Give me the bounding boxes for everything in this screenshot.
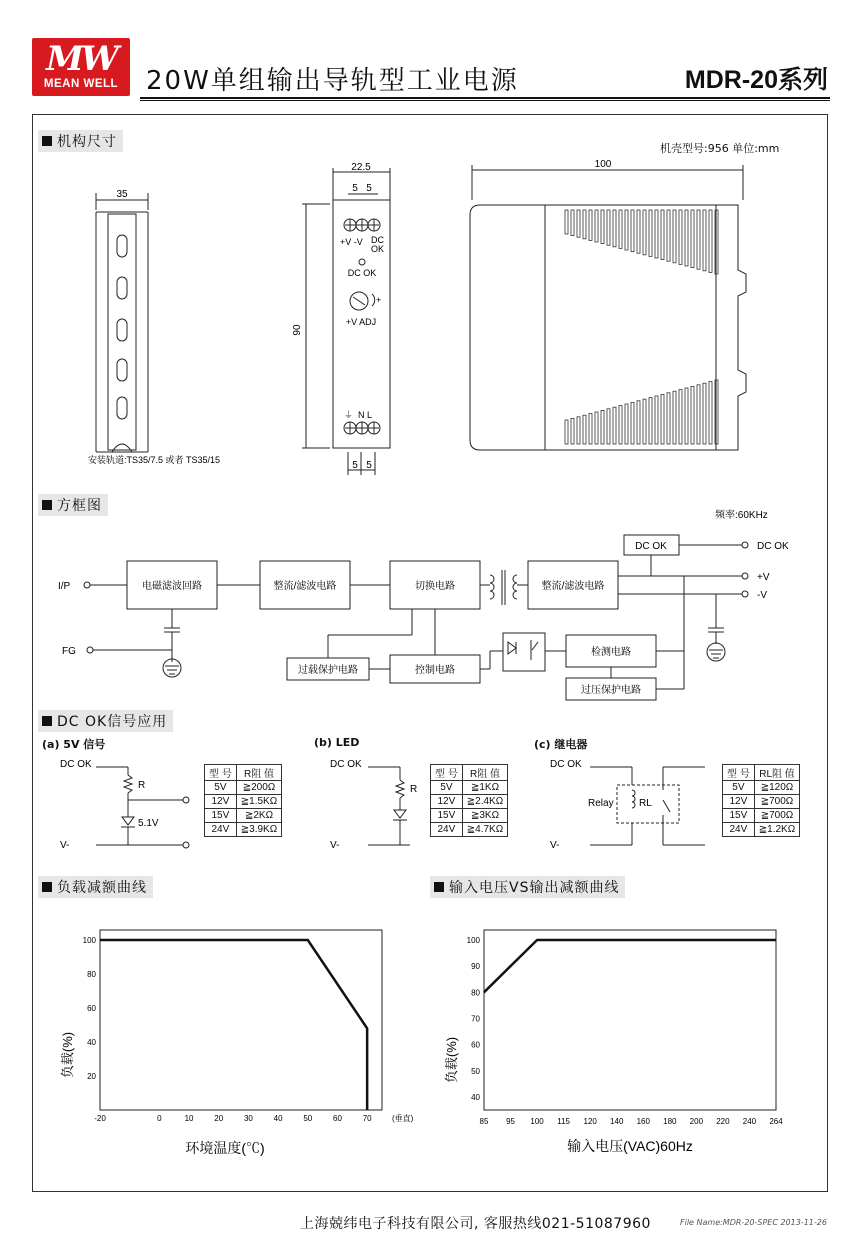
vent-slot-top (667, 210, 670, 261)
table-header-cell: R阻 值 (462, 765, 507, 781)
vent-slot-top (607, 210, 610, 245)
x-tick-label: 120 (583, 1117, 597, 1126)
table-header-cell: 型 号 (205, 765, 237, 781)
x-tick-label: 50 (303, 1114, 313, 1123)
vent-slot-top (703, 210, 706, 271)
emi-filter-label: 电磁滤波回路 (142, 581, 202, 592)
table-cell: ≧1.5KΩ (236, 795, 281, 809)
terminal-label-top: +V -V (340, 237, 363, 247)
table-cell: ≧2.4KΩ (462, 795, 507, 809)
table-header (431, 765, 508, 781)
table-cell: ≧120Ω (754, 781, 799, 795)
ok-label: OK (371, 244, 385, 254)
x-tick-label: -20 (94, 1114, 106, 1123)
vent-slot-bottom (631, 402, 634, 444)
table-cell: 15V (723, 809, 755, 823)
x-tick-label: 10 (184, 1114, 194, 1123)
vent-slot-top (583, 210, 586, 239)
circuit-c-relay: Relay (588, 798, 614, 809)
rectifier2-label: 整流/滤波电路 (541, 581, 605, 592)
din-rail-drawing (96, 193, 148, 452)
vent-slot-bottom (673, 391, 676, 444)
vent-slot-bottom (571, 418, 574, 444)
dim-90: 90 (292, 324, 303, 336)
circuit-c-dcok: DC OK (550, 759, 582, 770)
circuit-a-r: R (138, 780, 146, 791)
section-title: 方框图 (57, 498, 102, 514)
control-label: 控制电路 (415, 665, 455, 676)
vent-slot-bottom (661, 394, 664, 444)
table-row (205, 795, 282, 809)
dim-5d: 5 (366, 460, 372, 471)
series-line (484, 940, 776, 992)
case-note: 机壳型号:956 单位:mm (660, 142, 780, 155)
section-title: DC OK信号应用 (57, 714, 168, 730)
table-cell: 24V (205, 823, 237, 837)
y-tick-label: 60 (87, 1004, 96, 1013)
plot-frame (100, 930, 382, 1110)
table-header (205, 765, 282, 781)
y-tick-label: 90 (471, 962, 480, 972)
y-tick-label: 50 (471, 1066, 480, 1076)
table-cell: ≧700Ω (754, 795, 799, 809)
vent-slot-bottom (679, 390, 682, 444)
vent-slot-bottom (583, 415, 586, 444)
vent-slot-bottom (577, 417, 580, 444)
table-cell: ≧3KΩ (462, 809, 507, 823)
vent-slot-top (595, 210, 598, 242)
vent-slot-top (697, 210, 700, 269)
table-header-cell: R阻 值 (236, 765, 281, 781)
company-footer: 上海兢纬电子科技有限公司, 客服热线021-51087960 (300, 1216, 651, 1232)
vent-slot-bottom (601, 410, 604, 444)
table-cell: 12V (431, 795, 463, 809)
table-row (431, 795, 508, 809)
vent-slot-bottom (709, 382, 712, 444)
circuit-a-vminus: V- (60, 840, 70, 851)
circuit-b (368, 767, 410, 845)
vent-slot-bottom (655, 396, 658, 444)
dim-22-5: 22.5 (351, 162, 371, 173)
table-cell: ≧700Ω (754, 809, 799, 823)
side-view-drawing (470, 165, 746, 450)
circuit-a-zener: 5.1V (138, 818, 159, 829)
series-name: MDR-20系列 (684, 66, 828, 94)
table-row (431, 781, 508, 795)
x-tick-label: 264 (769, 1117, 783, 1126)
table-cell: 12V (723, 795, 755, 809)
table-c (722, 764, 800, 837)
x-axis-label: 环境温度(℃) (185, 1140, 265, 1156)
table-cell: ≧1KΩ (462, 781, 507, 795)
dc-label: DC (371, 235, 384, 245)
section-vin (430, 876, 625, 898)
y-axis-label: 负载(%) (60, 1031, 75, 1079)
y-tick-label: 80 (87, 970, 96, 979)
ip-label: I/P (58, 581, 71, 592)
vent-slot-top (661, 210, 664, 260)
y-tick-label: 60 (471, 1040, 480, 1050)
derating-chart (40, 910, 420, 1170)
plusv-output-label: +V (757, 572, 770, 583)
file-name: File Name:MDR-20-SPEC 2013-11-26 (680, 1218, 827, 1227)
dim-5b: 5 (366, 183, 372, 194)
vent-slot-top (679, 210, 682, 264)
olp-label: 过载保护电路 (298, 665, 358, 676)
table-cell: ≧2KΩ (236, 809, 281, 823)
table-row (431, 823, 508, 837)
vent-slot-top (625, 210, 628, 250)
section-title: 负载减额曲线 (57, 880, 147, 896)
x-tick-label: 115 (557, 1117, 571, 1126)
document-title: 20W单组输出导轨型工业电源 (146, 66, 519, 96)
circuit-c-vminus: V- (550, 840, 560, 851)
vent-slot-top (565, 210, 568, 234)
x-tick-label: 100 (530, 1117, 544, 1126)
circuit-a-dcok: DC OK (60, 759, 92, 770)
bullet-square (42, 882, 52, 892)
vent-slot-bottom (691, 386, 694, 444)
x-tick-label: 30 (243, 1114, 253, 1123)
table-b (430, 764, 508, 837)
table-row (205, 809, 282, 823)
vent-slot-top (577, 210, 580, 237)
x-tick-label: 240 (742, 1117, 757, 1126)
vent-slot-top (631, 210, 634, 252)
vent-slot-top (709, 210, 712, 272)
x-axis-label: 输入电压(VAC)60Hz (567, 1138, 693, 1154)
table-header-cell: 型 号 (723, 765, 755, 781)
table-cell: 24V (431, 823, 463, 837)
section-block-diagram (38, 494, 108, 516)
y-tick-label: 80 (471, 988, 480, 998)
dim-100: 100 (594, 159, 612, 170)
vent-slot-bottom (637, 401, 640, 444)
vin-chart (430, 910, 810, 1170)
table-cell: ≧1.2KΩ (754, 823, 799, 837)
circuit-a-title: (a) 5V 信号 (42, 738, 106, 751)
adj-plus: + (376, 295, 382, 305)
y-tick-label: 100 (466, 936, 480, 945)
rail-note: 安装轨道:TS35/7.5 或者 TS35/15 (88, 455, 221, 465)
table-cell: 5V (205, 781, 237, 795)
x-tick-label: 70 (362, 1114, 372, 1123)
plot-frame (484, 930, 776, 1110)
table-header-cell: 型 号 (431, 765, 463, 781)
logo-text: MEAN WELL (43, 78, 119, 90)
bullet-square (434, 882, 444, 892)
vent-slot-bottom (625, 404, 628, 444)
table-row (723, 781, 800, 795)
dim-5c: 5 (352, 460, 358, 471)
x-tick-label: 95 (506, 1117, 515, 1126)
vent-slot-top (685, 210, 688, 266)
x-tick-label: 220 (716, 1117, 730, 1126)
frequency-label: 频率:60KHz (715, 510, 768, 521)
circuit-c-title: (c) 继电器 (534, 738, 588, 751)
minusv-output-label: -V (757, 590, 767, 601)
switch-label: 切换电路 (415, 581, 455, 592)
dcok-output-label: DC OK (757, 541, 789, 552)
v-adj-label: +V ADJ (345, 317, 377, 327)
circuit-b-vminus: V- (330, 840, 340, 851)
x-tick-label: 20 (214, 1114, 224, 1123)
vent-slot-bottom (643, 399, 646, 444)
dcok-box-label: DC OK (635, 541, 667, 552)
vent-slot-bottom (589, 414, 592, 444)
table-row (431, 809, 508, 823)
x-tick-label: 40 (273, 1114, 283, 1123)
vent-slot-top (691, 210, 694, 268)
table-a (204, 764, 282, 837)
circuit-b-title: (b) LED (314, 736, 360, 749)
table-cell: ≧3.9KΩ (236, 823, 281, 837)
x-tick-label: 0 (157, 1114, 162, 1123)
x-unit-note: (垂直) (392, 1114, 414, 1123)
table-row (723, 795, 800, 809)
table-cell: 12V (205, 795, 237, 809)
vent-slot-top (613, 210, 616, 247)
vent-slot-top (655, 210, 658, 258)
table-row (723, 823, 800, 837)
table-cell: 24V (723, 823, 755, 837)
side-vents (565, 210, 718, 444)
vent-slot-bottom (613, 407, 616, 444)
x-tick-label: 140 (610, 1117, 624, 1126)
vent-slot-top (673, 210, 676, 263)
dim-35: 35 (116, 189, 128, 200)
table-header (723, 765, 800, 781)
vent-slot-top (589, 210, 592, 240)
section-dcok (38, 710, 173, 732)
y-tick-label: 100 (82, 936, 96, 945)
table-cell: 15V (205, 809, 237, 823)
table-cell: 5V (431, 781, 463, 795)
circuit-b-r: R (410, 784, 418, 795)
table-header-cell: RL阻 值 (754, 765, 799, 781)
vent-slot-bottom (649, 398, 652, 444)
section-derating (38, 876, 153, 898)
detect-label: 检测电路 (591, 647, 631, 658)
x-tick-label: 160 (636, 1117, 650, 1126)
circuit-b-dcok: DC OK (330, 759, 362, 770)
section-title: 输入电压VS输出减额曲线 (449, 880, 620, 896)
bullet-square (42, 716, 52, 726)
ovp-label: 过压保护电路 (581, 685, 641, 696)
table-cell: 15V (431, 809, 463, 823)
vent-slot-top (571, 210, 574, 236)
vent-slot-bottom (703, 383, 706, 444)
table-row (205, 781, 282, 795)
bullet-square (42, 500, 52, 510)
series-line (100, 940, 367, 1110)
terminal-label-bottom: N L (358, 410, 373, 420)
x-tick-label: 200 (689, 1117, 704, 1126)
vent-slot-top (643, 210, 646, 255)
table-cell: ≧4.7KΩ (462, 823, 507, 837)
table-cell: ≧200Ω (236, 781, 281, 795)
vent-slot-bottom (697, 385, 700, 444)
vent-slot-top (649, 210, 652, 256)
y-tick-label: 40 (471, 1092, 480, 1102)
vent-slot-bottom (607, 409, 610, 444)
fg-label: FG (62, 646, 76, 657)
vent-slot-top (637, 210, 640, 253)
x-tick-label: 60 (333, 1114, 342, 1123)
y-tick-label: 20 (87, 1072, 96, 1081)
ground-icon: ⏚ (344, 410, 354, 420)
x-tick-label: 180 (663, 1117, 677, 1126)
vent-slot-bottom (667, 393, 670, 444)
section-title: 机构尺寸 (57, 134, 117, 150)
x-tick-label: 85 (479, 1117, 489, 1126)
table-cell: 5V (723, 781, 755, 795)
table-row (723, 809, 800, 823)
vent-slot-bottom (595, 412, 598, 444)
vent-slot-top (619, 210, 622, 248)
vent-slot-bottom (619, 406, 622, 444)
vent-slot-bottom (565, 420, 568, 444)
logo-mark: MW (46, 39, 116, 79)
table-row (205, 823, 282, 837)
y-axis-label: 负载(%) (444, 1036, 459, 1084)
y-tick-label: 70 (471, 1014, 480, 1024)
dim-5a: 5 (352, 183, 358, 194)
rectifier1-label: 整流/滤波电路 (273, 581, 337, 592)
dc-ok-led-label: DC OK (347, 268, 377, 278)
circuit-c-rl: RL (639, 798, 652, 809)
y-tick-label: 40 (87, 1038, 96, 1047)
vent-slot-top (601, 210, 604, 244)
vent-slot-bottom (685, 388, 688, 444)
